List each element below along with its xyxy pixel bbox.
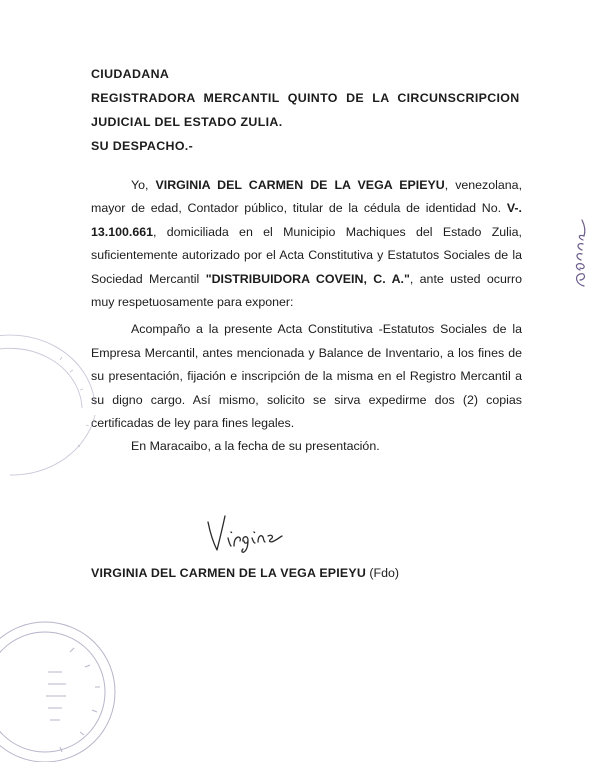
handwritten-signature [200, 508, 292, 556]
registry-seal-stamp [0, 612, 130, 762]
letter-body [91, 174, 522, 459]
signer-line [91, 566, 399, 580]
margin-handwritten-mark [566, 214, 596, 294]
signer-name: VIRGINIA DEL CARMEN DE LA VEGA EPIEYU [91, 566, 366, 580]
intro-text-1: , venezolana, mayor de edad, Contador público, titular de la cédula de identidad No. [91, 178, 523, 216]
intro-text-2: , domiciliada en el Municipio Machiques del Estado Zulia, suficientemente autorizado por el Acta Constitutiva y Estatutos Sociales de la Sociedad Mercantil [91, 224, 522, 286]
signer-fdo: (Fdo) [365, 566, 400, 580]
paragraph-closing: En Maracaibo, a la fecha de su presentación. [131, 439, 380, 454]
id-number: V-. 13.100.661 [91, 201, 522, 239]
addressee-line-2: REGISTRADORA MERCANTIL QUINTO DE LA CIRCUNSCRIPCION [91, 91, 520, 105]
addressee-line-1: CIUDADANA [91, 67, 170, 81]
intro-text-3: , ante usted ocurro muy respetuosamente para exponer: [91, 271, 522, 310]
seal-stamp-partial [0, 330, 110, 480]
company-name: "DISTRIBUIDORA COVEIN, C. A." [205, 271, 410, 286]
addressee-line-3: JUDICIAL DEL ESTADO ZULIA. [91, 115, 283, 129]
paragraph-intro [91, 174, 522, 314]
addressee-line-4: SU DESPACHO.- [91, 139, 194, 153]
paragraph-request: Acompaño a la presente Acta Constitutiva -Estatutos Sociales de la Empresa Mercantil, antes mencionada y Balance de Inventario, a los fines de su presentación, fijación e inscripción de la misma en el Registro Mercantil a su digno cargo. Así mismo, solicito se sirva expedirme dos (2) copias certificadas de ley para fines legales. [91, 322, 522, 431]
applicant-name: VIRGINIA DEL CARMEN DE LA VEGA EPIEYU [155, 178, 445, 192]
intro-yo: Yo, [131, 178, 156, 192]
addressee-block [91, 62, 531, 158]
signature-strokes [208, 516, 282, 552]
